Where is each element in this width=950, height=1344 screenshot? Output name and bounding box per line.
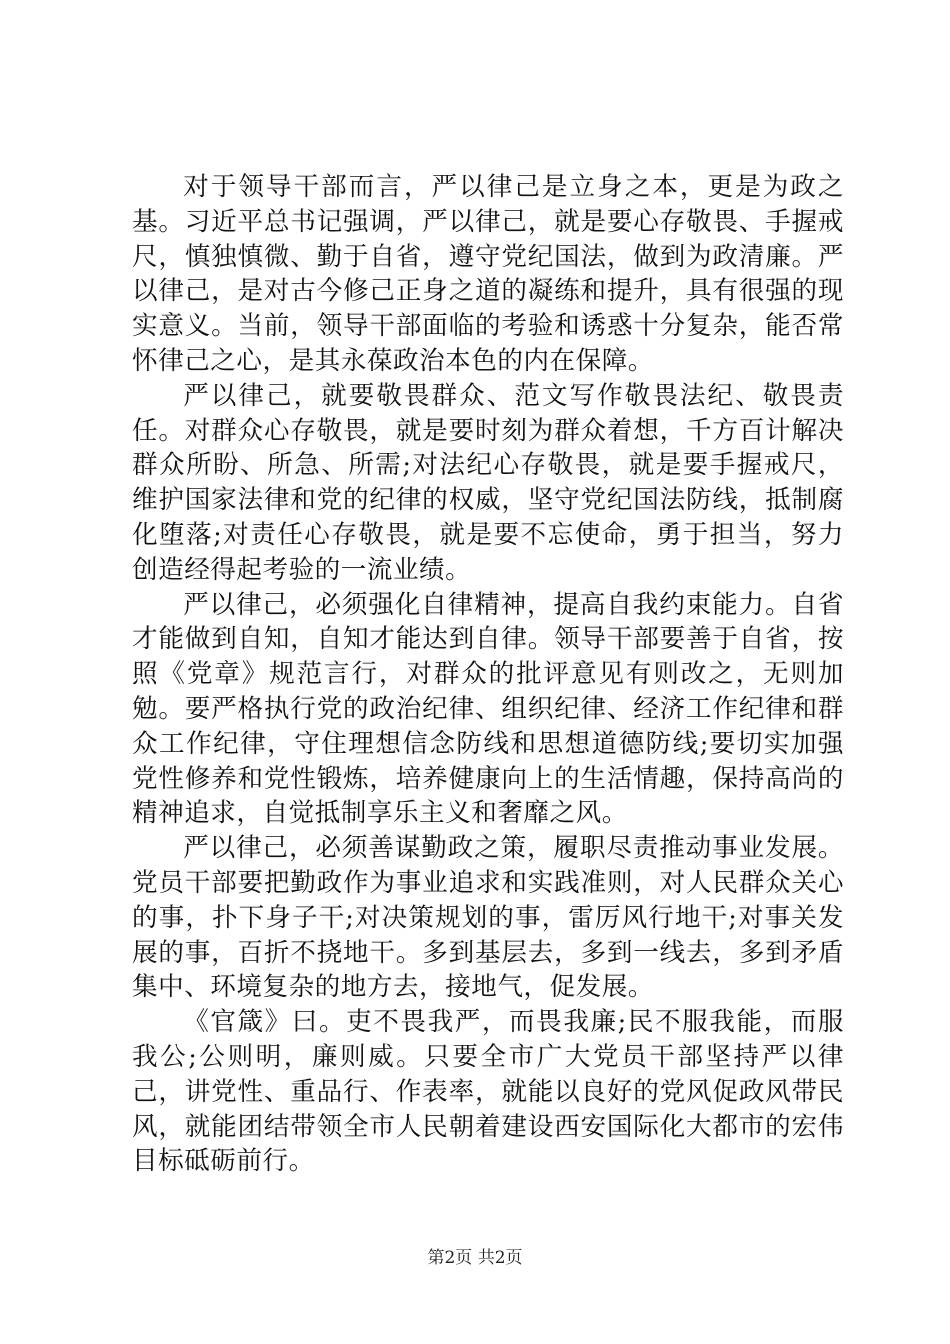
- paragraph-4: 严以律己，必须善谋勤政之策，履职尽责推动事业发展。党员干部要把勤政作为事业追求和实践准则，对人民群众关心的事，扑下身子干;对决策规划的事，雷厉风行地干;对事关发展的事，百折不挠地干。多到基层去，多到一线去，多到矛盾集中、环境复杂的地方去，接地气，促发展。: [132, 833, 844, 1003]
- paragraph-2: 严以律己，就要敬畏群众、范文写作敬畏法纪、敬畏责任。对群众心存敬畏，就是要时刻为群众着想，千方百计解决群众所盼、所急、所需;对法纪心存敬畏，就是要手握戒尺，维护国家法律和党的纪律的权威，坚守党纪国法防线，抵制腐化堕落;对责任心存敬畏，就是要不忘使命，勇于担当，努力创造经得起考验的一流业绩。: [132, 380, 844, 585]
- paragraph-5: 《官箴》曰。吏不畏我严，而畏我廉;民不服我能，而服我公;公则明，廉则威。只要全市广大党员干部坚持严以律己，讲党性、重品行、作表率，就能以良好的党风促政风带民风，就能团结带领全市人民朝着建设西安国际化大都市的宏伟目标砥砺前行。: [132, 1007, 844, 1177]
- paragraph-3: 严以律己，必须强化自律精神，提高自我约束能力。自省才能做到自知，自知才能达到自律。领导干部要善于自省，按照《党章》规范言行，对群众的批评意见有则改之，无则加勉。要严格执行党的政治纪律、组织纪律、经济工作纪律和群众工作纪律，守住理想信念防线和思想道德防线;要切实加强党性修养和党性锻炼，培养健康向上的生活情趣，保持高尚的精神追求，自觉抵制享乐主义和奢靡之风。: [132, 589, 844, 829]
- paragraph-1: 对于领导干部而言，严以律己是立身之本，更是为政之基。习近平总书记强调，严以律己，就是要心存敬畏、手握戒尺，慎独慎微、勤于自省，遵守党纪国法，做到为政清廉。严以律己，是对古今修己正身之道的凝练和提升，具有很强的现实意义。当前，领导干部面临的考验和诱惑十分复杂，能否常怀律己之心，是其永葆政治本色的内在保障。: [132, 172, 844, 376]
- document-body: [132, 170, 844, 1179]
- page-number-footer: 第2页 共2页: [427, 1248, 523, 1268]
